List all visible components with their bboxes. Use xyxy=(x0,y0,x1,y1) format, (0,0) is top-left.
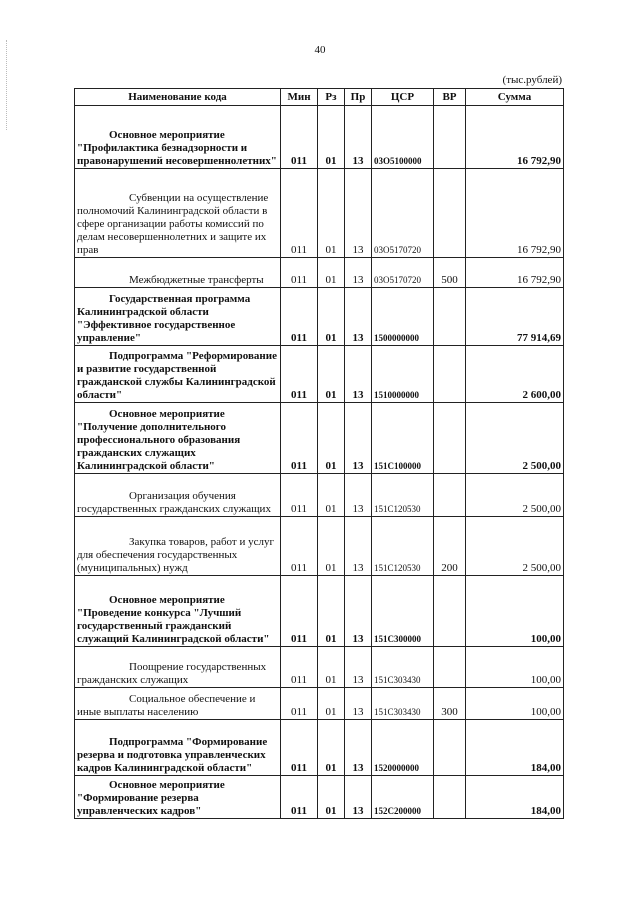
row-name: Субвенции на осуществление полномочий Калининградской области в сфере организации работы комиссий по делам несовершеннолетних и защите их прав xyxy=(75,169,281,258)
row-sum: 16 792,90 xyxy=(466,258,564,288)
row-sum: 184,00 xyxy=(466,776,564,819)
row-pr: 13 xyxy=(345,576,372,647)
row-name: Государственная программа Калининградской области "Эффективное государственное управление" xyxy=(75,288,281,346)
page-number: 40 xyxy=(314,44,326,56)
row-vr xyxy=(434,720,466,776)
row-vr: 300 xyxy=(434,688,466,720)
row-sum: 100,00 xyxy=(466,688,564,720)
row-pr: 13 xyxy=(345,647,372,688)
row-min: 011 xyxy=(281,688,318,720)
row-min: 011 xyxy=(281,647,318,688)
row-name: Подпрограмма "Реформирование и развитие государственной гражданской службы Калининградской области" xyxy=(75,346,281,403)
row-rz: 01 xyxy=(318,688,345,720)
row-sum: 16 792,90 xyxy=(466,106,564,169)
row-min: 011 xyxy=(281,346,318,403)
row-csr: 151С120530 xyxy=(372,474,434,517)
row-min: 011 xyxy=(281,776,318,819)
row-vr: 500 xyxy=(434,258,466,288)
row-csr: 1510000000 xyxy=(372,346,434,403)
row-rz: 01 xyxy=(318,517,345,576)
row-sum: 2 500,00 xyxy=(466,517,564,576)
row-name: Социальное обеспечение и иные выплаты населению xyxy=(75,688,281,720)
table-row xyxy=(75,474,564,517)
row-name: Подпрограмма "Формирование резерва и подготовка управленческих кадров Калининградской области" xyxy=(75,720,281,776)
row-vr xyxy=(434,647,466,688)
row-name: Организация обучения государственных гражданских служащих xyxy=(75,474,281,517)
table-row xyxy=(75,106,564,169)
row-pr: 13 xyxy=(345,258,372,288)
row-sum: 16 792,90 xyxy=(466,169,564,258)
row-csr: 03О5100000 xyxy=(372,106,434,169)
row-rz: 01 xyxy=(318,403,345,474)
header-min: Мин xyxy=(281,89,318,106)
row-vr xyxy=(434,288,466,346)
row-vr xyxy=(434,403,466,474)
row-pr: 13 xyxy=(345,720,372,776)
row-min: 011 xyxy=(281,576,318,647)
header-sum: Сумма xyxy=(466,89,564,106)
row-vr xyxy=(434,474,466,517)
row-csr: 152С200000 xyxy=(372,776,434,819)
units-label: (тыс.рублей) xyxy=(502,74,562,86)
row-pr: 13 xyxy=(345,346,372,403)
header-pr: Пр xyxy=(345,89,372,106)
row-vr xyxy=(434,169,466,258)
row-pr: 13 xyxy=(345,169,372,258)
row-min: 011 xyxy=(281,403,318,474)
row-csr: 151С300000 xyxy=(372,576,434,647)
row-csr: 1520000000 xyxy=(372,720,434,776)
table-row xyxy=(75,517,564,576)
row-pr: 13 xyxy=(345,403,372,474)
row-sum: 100,00 xyxy=(466,576,564,647)
row-vr: 200 xyxy=(434,517,466,576)
row-pr: 13 xyxy=(345,106,372,169)
row-vr xyxy=(434,776,466,819)
table-header-row xyxy=(75,89,564,106)
row-name: Основное мероприятие "Проведение конкурса "Лучший государственный гражданский служащий Калининградской области" xyxy=(75,576,281,647)
row-name: Основное мероприятие "Получение дополнительного профессионального образования гражданских служащих Калининградской области" xyxy=(75,403,281,474)
row-rz: 01 xyxy=(318,720,345,776)
row-rz: 01 xyxy=(318,346,345,403)
table-row xyxy=(75,258,564,288)
row-sum: 2 500,00 xyxy=(466,403,564,474)
row-pr: 13 xyxy=(345,688,372,720)
table-row xyxy=(75,346,564,403)
header-vr: ВР xyxy=(434,89,466,106)
row-min: 011 xyxy=(281,258,318,288)
table-row xyxy=(75,169,564,258)
header-csr: ЦСР xyxy=(372,89,434,106)
header-name: Наименование кода xyxy=(75,89,281,106)
row-min: 011 xyxy=(281,106,318,169)
row-pr: 13 xyxy=(345,474,372,517)
row-sum: 100,00 xyxy=(466,647,564,688)
row-name: Межбюджетные трансферты xyxy=(75,258,281,288)
row-sum: 2 600,00 xyxy=(466,346,564,403)
row-pr: 13 xyxy=(345,288,372,346)
table-row xyxy=(75,776,564,819)
row-pr: 13 xyxy=(345,517,372,576)
row-vr xyxy=(434,346,466,403)
table-row xyxy=(75,688,564,720)
row-vr xyxy=(434,576,466,647)
row-min: 011 xyxy=(281,517,318,576)
row-csr: 151С303430 xyxy=(372,647,434,688)
row-rz: 01 xyxy=(318,169,345,258)
row-rz: 01 xyxy=(318,106,345,169)
row-csr: 03О5170720 xyxy=(372,258,434,288)
row-name: Основное мероприятие "Формирование резерва управленческих кадров" xyxy=(75,776,281,819)
row-min: 011 xyxy=(281,288,318,346)
table-row xyxy=(75,403,564,474)
row-rz: 01 xyxy=(318,776,345,819)
header-rz: Рз xyxy=(318,89,345,106)
table-row xyxy=(75,576,564,647)
row-sum: 2 500,00 xyxy=(466,474,564,517)
row-rz: 01 xyxy=(318,474,345,517)
budget-table xyxy=(74,88,564,819)
table-row xyxy=(75,288,564,346)
row-vr xyxy=(434,106,466,169)
row-rz: 01 xyxy=(318,576,345,647)
table-row xyxy=(75,720,564,776)
row-csr: 151С120530 xyxy=(372,517,434,576)
row-min: 011 xyxy=(281,169,318,258)
row-csr: 03О5170720 xyxy=(372,169,434,258)
row-sum: 77 914,69 xyxy=(466,288,564,346)
row-min: 011 xyxy=(281,720,318,776)
row-rz: 01 xyxy=(318,288,345,346)
row-csr: 151С303430 xyxy=(372,688,434,720)
row-rz: 01 xyxy=(318,258,345,288)
row-pr: 13 xyxy=(345,776,372,819)
row-min: 011 xyxy=(281,474,318,517)
row-name: Поощрение государственных гражданских служащих xyxy=(75,647,281,688)
row-name: Закупка товаров, работ и услуг для обеспечения государственных (муниципальных) нужд xyxy=(75,517,281,576)
row-name: Основное мероприятие "Профилактика безнадзорности и правонарушений несовершеннолетних" xyxy=(75,106,281,169)
row-rz: 01 xyxy=(318,647,345,688)
row-csr: 151С100000 xyxy=(372,403,434,474)
table-row xyxy=(75,647,564,688)
row-csr: 1500000000 xyxy=(372,288,434,346)
row-sum: 184,00 xyxy=(466,720,564,776)
